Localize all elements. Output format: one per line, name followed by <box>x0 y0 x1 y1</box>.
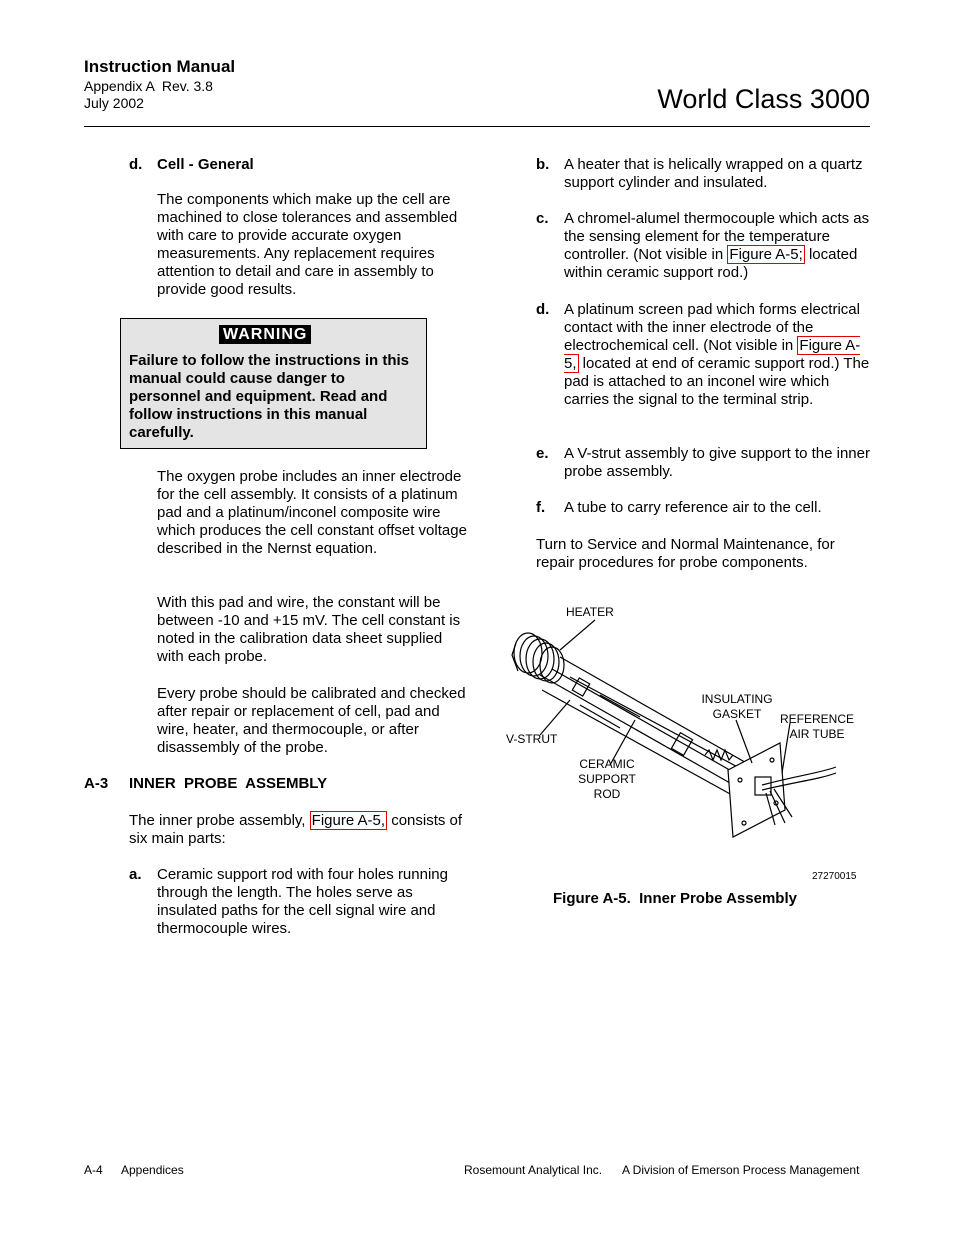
figure-a5-link[interactable]: Figure A-5, <box>311 812 386 829</box>
item-c-text-start: A chromel-alumel thermocouple which acts as the sensing element for the temperature controller. (Not visible in <box>564 210 874 263</box>
label-ceramic-support-rod: CERAMIC SUPPORT ROD <box>578 757 636 801</box>
intro-text-end: consists of six main parts: <box>129 812 467 847</box>
figure-caption: Figure A-5. Inner Probe Assembly <box>553 890 797 907</box>
intro-text: The inner probe assembly, <box>129 812 310 829</box>
figure-a5-link[interactable]: Figure A-5, <box>564 337 861 372</box>
label-v-strut: V-STRUT <box>506 732 558 746</box>
v-strut-leader <box>540 700 570 735</box>
item-d-text-end: located at end of ceramic support rod.) The pad is attached to an inconel wire which carries the signal to the terminal strip. <box>564 355 874 408</box>
footer-division: A Division of Emerson Process Management <box>622 1163 860 1177</box>
header-divider <box>84 126 870 127</box>
item-c-text <box>564 210 874 282</box>
warning-badge: WARNING <box>219 325 311 344</box>
item-c-label: c. <box>536 210 549 227</box>
item-a-text: Ceramic support rod with four holes running through the length. The holes serve as insulated paths for the cell signal wire and thermocouple wires. <box>157 866 448 937</box>
section-a3-heading: INNER PROBE ASSEMBLY <box>129 775 328 792</box>
item-c-text-end: located within ceramic support rod.) <box>564 246 862 281</box>
section-a3-number: A-3 <box>84 775 109 792</box>
cell-general-paragraph: The components which make up the cell are machined to close tolerances and assembled with care to provide accurate oxygen measurements. Any replacement requires attention to detail and care in assembly to provide good results. <box>157 191 458 298</box>
product-brand: World Class 3000 <box>657 84 870 114</box>
page-number: A-4 <box>84 1163 103 1177</box>
header-meta <box>84 78 213 112</box>
label-heater: HEATER <box>566 605 614 619</box>
item-e-text: A V-strut assembly to give support to the inner probe assembly. <box>564 445 870 480</box>
label-reference-air-tube: REFERENCE AIR TUBE <box>779 712 854 741</box>
footer-section: Appendices <box>121 1163 184 1177</box>
appendix-revision: Appendix A Rev. 3.8 <box>84 78 213 94</box>
warning-box <box>120 318 427 449</box>
item-d-text <box>564 301 874 409</box>
oxygen-probe-paragraph: The oxygen probe includes an inner electrode for the cell assembly. It consists of a platinum pad and a platinum/inconel composite wire which produces the cell constant offset voltage described in the Nernst equation. <box>157 468 467 557</box>
item-a-label: a. <box>129 866 142 883</box>
figure-code: 27270015 <box>812 871 857 882</box>
heater-leader <box>560 620 595 650</box>
warning-text: Failure to follow the instructions in this manual could cause danger to personnel and equipment. Read and follow instructions in this manual carefully. <box>129 352 410 441</box>
gasket-leader <box>736 720 752 763</box>
cell-constant-paragraph: With this pad and wire, the constant will be between -10 and +15 mV. The cell constant is noted in the calibration data sheet supplied with each probe. <box>157 594 461 665</box>
manual-title: Instruction Manual <box>84 57 236 76</box>
item-f-text: A tube to carry reference air to the cell. <box>564 499 822 516</box>
figure-a5-link[interactable]: Figure A-5; <box>729 246 803 263</box>
inner-probe-intro <box>129 812 469 848</box>
calibration-paragraph: Every probe should be calibrated and checked after repair or replacement of cell, pad and wire, heater, and thermocouple, or after disassembly of the probe. <box>157 685 466 756</box>
footer-company: Rosemount Analytical Inc. <box>464 1163 603 1177</box>
item-b-text: A heater that is helically wrapped on a quartz support cylinder and insulated. <box>564 156 863 191</box>
item-b-label: b. <box>536 156 550 173</box>
label-insulating-gasket: INSULATING GASKET <box>701 692 773 721</box>
item-f-label: f. <box>536 499 546 516</box>
item-d-label: d. <box>536 301 550 318</box>
publication-date: July 2002 <box>84 95 144 111</box>
section-d-heading: Cell - General <box>157 156 254 173</box>
item-d-text-start: A platinum screen pad which forms electrical contact with the inner electrode of the electrochemical cell. (Not visible in <box>564 301 865 354</box>
maintenance-note: Turn to Service and Normal Maintenance, for repair procedures for probe components. <box>536 536 835 571</box>
item-e-label: e. <box>536 445 549 462</box>
section-d-label: d. <box>129 156 143 173</box>
